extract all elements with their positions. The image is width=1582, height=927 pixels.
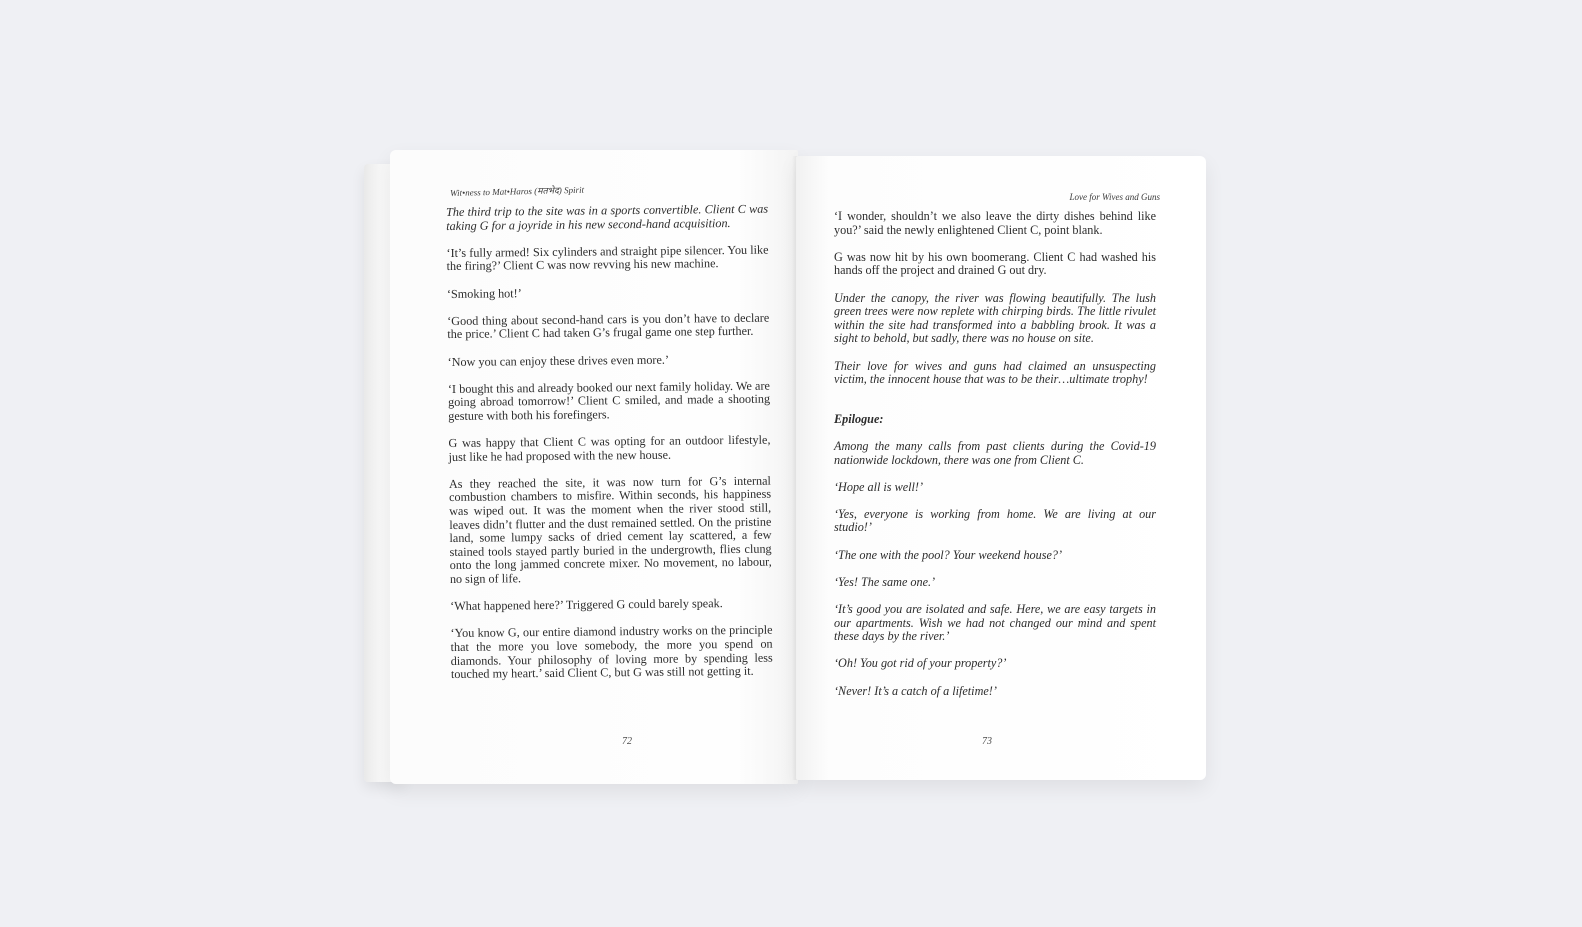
right-page: [796, 156, 1206, 780]
page-number-left: 72: [622, 736, 632, 747]
paragraph: ‘What happened here?’ Triggered G could barely speak.: [450, 596, 723, 614]
paragraph: As they reached the site, it was now turn for G’s internal combustion chambers to misfire. Within seconds, his happiness was wiped out. It was the moment when the river stood still, leaves didn’t flutter and the dust remained settled. On the pristine land, some lumpy sacks of dried cement lay scattered, a few stained tools stayed partly buried in the undergrowth, flies clung onto the long jammed concrete mixer. No movement, no labour, no sign of life.: [448, 473, 772, 587]
paragraph: ‘It’s good you are isolated and safe. Here, we are easy targets in our apartments. Wish we had not changed our mind and spent these days by the river.’: [834, 602, 1156, 644]
paragraph: ‘Oh! You got rid of your property?’: [834, 656, 1007, 671]
paragraph: ‘I bought this and already booked our next family holiday. We are going abroad tomorrow!’ Client C smiled, and made a shooting gesture with both his forefingers.: [447, 378, 771, 423]
paragraph: ‘Yes, everyone is working from home. We are living at our studio!’: [834, 506, 1156, 535]
paragraph: Their love for wives and guns had claimed an unsuspecting victim, the innocent house that was to be their…ultimate trophy!: [834, 358, 1156, 387]
paragraph: G was happy that Client C was opting for an outdoor lifestyle, just like he had proposed with the new house.: [448, 432, 771, 464]
running-header-left: Wit•ness to Mat•Haros (मतभेद) Spirit: [449, 184, 585, 198]
paragraph: ‘Never! It’s a catch of a lifetime!’: [834, 683, 997, 698]
open-book: [364, 150, 1206, 784]
page-number-right: 73: [982, 736, 992, 747]
paragraph: ‘Hope all is well!’: [834, 479, 924, 494]
paragraph: ‘Yes! The same one.’: [834, 574, 936, 589]
running-header-right: Love for Wives and Guns: [1069, 192, 1160, 202]
left-page: [390, 150, 798, 784]
left-body-text: [446, 203, 773, 696]
paragraph: ‘Now you can enjoy these drives even more.’: [447, 352, 670, 369]
section-heading-epilogue: Epilogue:: [834, 411, 884, 426]
paragraph: Under the canopy, the river was flowing beautifully. The lush green trees were now replete with chirping birds. The little rivulet within the site had transformed into a babbling brook. It was a sight to behold, but sadly, there was no house on site.: [834, 290, 1156, 346]
paragraph: ‘It’s fully armed! Six cylinders and straight pipe silencer. You like the firing?’ Client C was now revving his new machine.: [446, 242, 769, 274]
paragraph: Among the many calls from past clients during the Covid-19 nationwide lockdown, there was one from Client C.: [834, 438, 1156, 467]
paragraph: ‘The one with the pool? Your weekend house?’: [834, 547, 1063, 562]
paragraph: G was now hit by his own boomerang. Client C had washed his hands off the project and drained G out dry.: [834, 249, 1156, 278]
paragraph: ‘You know G, our entire diamond industry works on the principle that the more you love somebody, the more you spend on diamonds. Your philosophy of loving more by spending less touched my heart.’ said Client C, but G was still not getting it.: [450, 623, 773, 682]
paragraph: ‘I wonder, shouldn’t we also leave the dirty dishes behind like you?’ said the newly enlightened Client C, point blank.: [834, 209, 1156, 237]
right-body-text: [834, 210, 1156, 712]
paragraph: The third trip to the site was in a sports convertible. Client C was taking G for a joyride in his new second-hand acquisition.: [445, 201, 769, 233]
paragraph: ‘Smoking hot!’: [446, 285, 522, 301]
paragraph: ‘Good thing about second-hand cars is you don’t have to declare the price.’ Client C had taken G’s frugal game one step further.: [447, 310, 770, 342]
